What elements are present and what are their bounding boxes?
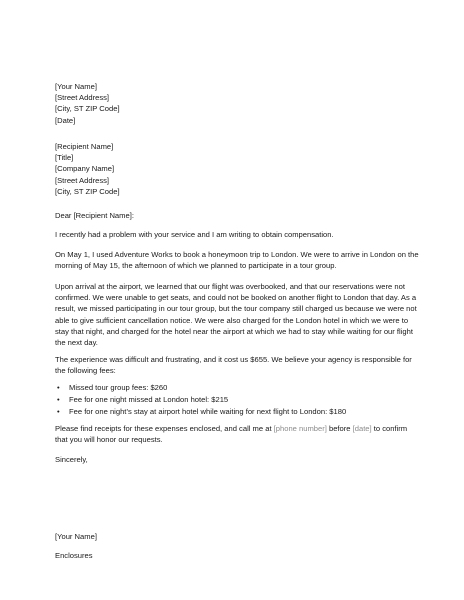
paragraph-line: morning of May 15, the afternoon of which we planned to participate in a tour group.: [55, 261, 337, 271]
intro-text: I recently had a problem with your service and I am writing to obtain compensation.: [55, 230, 334, 239]
list-item: [57, 394, 417, 406]
closing-request-paragraph: [55, 423, 415, 445]
paragraph-line: the following fees:: [55, 366, 116, 376]
incident-paragraph: [55, 281, 415, 348]
salutation-text: Dear [Recipient Name]:: [55, 211, 134, 220]
paragraph-line: The experience was difficult and frustrating, and it cost us $655. We believe your agency is responsible for: [55, 355, 412, 364]
letter-page: [55, 0, 419, 600]
letter-date: [Date]: [55, 115, 76, 125]
closing-request-line-1: [55, 423, 415, 434]
list-item: [57, 382, 417, 394]
signature-name-text: [Your Name]: [55, 532, 97, 541]
phone-number-placeholder: [phone number]: [273, 424, 327, 433]
signature-name: [55, 531, 415, 542]
bullet-icon: •: [57, 406, 60, 416]
cost-paragraph: [55, 354, 415, 376]
closing-request-text: Please find receipts for these expenses enclosed, and call me at: [55, 424, 274, 433]
sign-off-text: Sincerely,: [55, 455, 88, 464]
recipient-address-block: [55, 141, 415, 197]
paragraph-line: result, we missed participating in our tour group, but the tour company still charged us because we were not: [55, 304, 417, 314]
paragraph-line: the next day.: [55, 338, 98, 348]
booking-paragraph: [55, 249, 419, 271]
closing-request-text: before: [326, 424, 353, 433]
date-placeholder: [date]: [352, 424, 372, 433]
enclosures-note: [55, 550, 415, 561]
sender-city: [City, ST ZIP Code]: [55, 104, 120, 114]
intro-paragraph: [55, 229, 415, 240]
paragraph-line: Upon arrival at the airport, we learned that our flight was overbooked, and that our reservations were not: [55, 282, 405, 291]
sender-address-block: [55, 81, 415, 126]
recipient-title: [Title]: [55, 153, 74, 163]
paragraph-line: able to give sufficient cancellation notice. We were also charged for the London hotel in which we were to: [55, 315, 409, 325]
paragraph-line: stay that night, and charged for the hotel near the airport at which we had to stay while waiting for our flight: [55, 326, 413, 336]
recipient-city: [City, ST ZIP Code]: [55, 186, 120, 196]
bullet-icon: •: [57, 383, 60, 392]
fee-text: Missed tour group fees: $260: [69, 383, 168, 392]
paragraph-line: confirmed. We were unable to get seats, and could not be booked on another flight to London that day. As a: [55, 293, 417, 303]
paragraph-line: On May 1, I used Adventure Works to book a honeymoon trip to London. We were to arrive in London on the: [55, 250, 419, 259]
sign-off: [55, 454, 415, 465]
sender-name: [Your Name]: [55, 82, 97, 91]
fees-list: [57, 382, 417, 417]
enclosures-text: Enclosures: [55, 551, 93, 560]
recipient-company: [Company Name]: [55, 164, 115, 174]
closing-request-line-2: that you will honor our requests.: [55, 435, 163, 445]
fee-text: Fee for one night’s stay at airport hotel while waiting for next flight to London: $180: [69, 406, 347, 416]
fee-text: Fee for one night missed at London hotel: $215: [69, 394, 229, 404]
sender-street: [Street Address]: [55, 93, 110, 103]
closing-request-text: to confirm: [371, 424, 408, 433]
bullet-icon: •: [57, 394, 60, 404]
recipient-name: [Recipient Name]: [55, 142, 114, 151]
list-item: [57, 406, 417, 418]
salutation: [55, 210, 415, 221]
recipient-street: [Street Address]: [55, 175, 110, 185]
